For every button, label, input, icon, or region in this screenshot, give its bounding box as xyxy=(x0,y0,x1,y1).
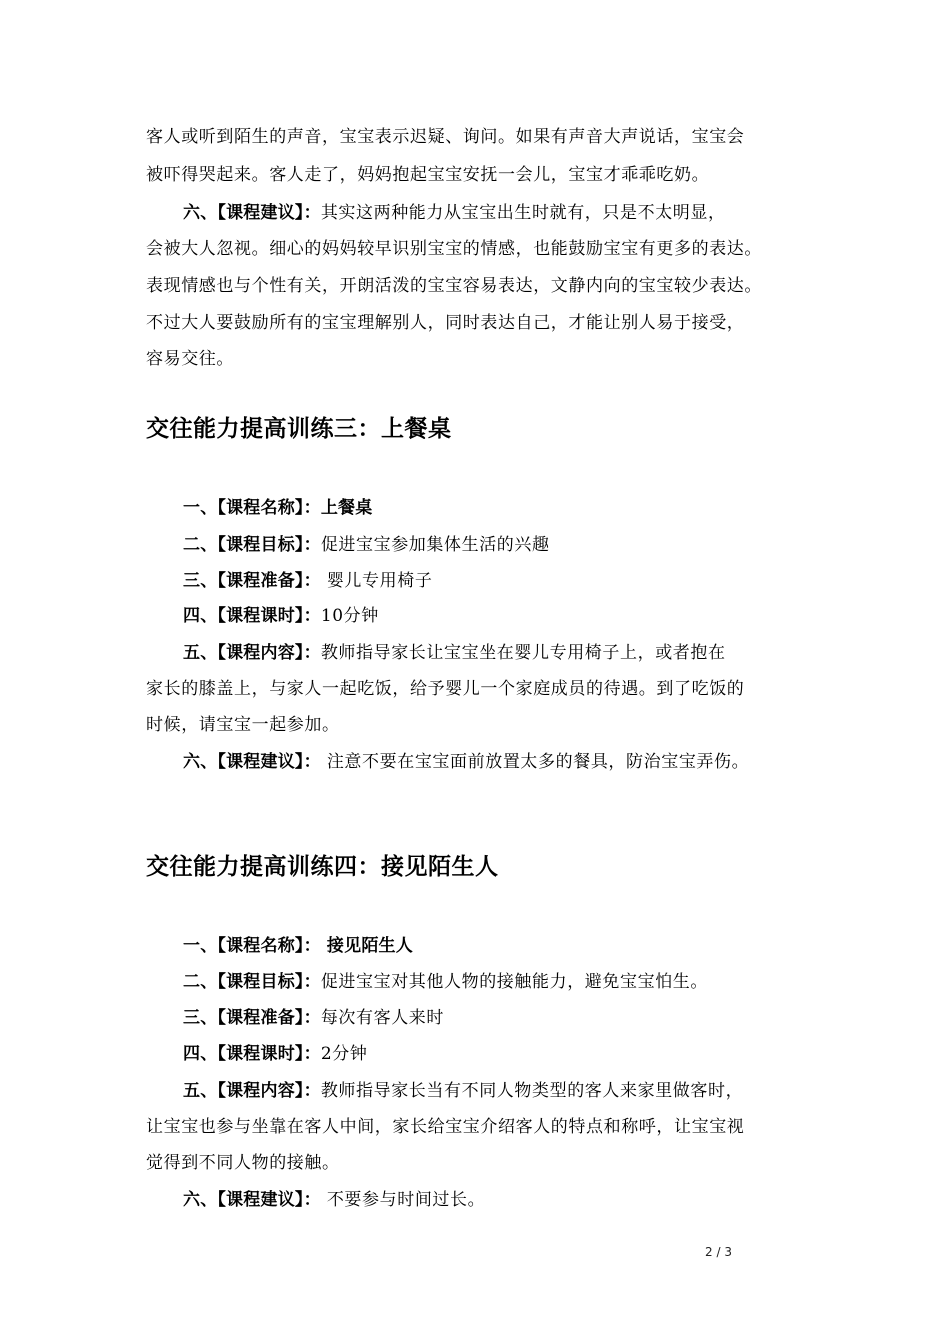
field-label: 五、【课程内容】： xyxy=(183,643,321,663)
field-label: 六、【课程建议】： xyxy=(183,1190,321,1210)
paragraph-line: 会被大人忽视。细心的妈妈较早识别宝宝的情感，也能鼓励宝宝有更多的表达。 xyxy=(146,239,762,259)
field-label: 一、【课程名称】： xyxy=(183,498,321,518)
field-label: 三、【课程准备】： xyxy=(183,1008,321,1028)
field-label: 四、【课程课时】： xyxy=(183,606,321,626)
field-label: 二、【课程目标】： xyxy=(183,535,321,555)
course-advice-row xyxy=(183,750,749,774)
advice-text: 其实这两种能力从宝宝出生时就有，只是不太明显， xyxy=(320,203,726,223)
field-label: 一、【课程名称】： xyxy=(183,936,321,956)
course-time-row xyxy=(183,1042,367,1066)
paragraph-line: 容易交往。 xyxy=(146,349,234,369)
field-value: 促进宝宝参加集体生活的兴趣 xyxy=(320,535,550,555)
course-advice-row xyxy=(183,1188,485,1212)
section-title: 交往能力提高训练三：上餐桌 xyxy=(146,416,452,442)
field-value: 教师指导家长当有不同人物类型的客人来家里做客时， xyxy=(320,1081,744,1101)
paragraph-line: 表现情感也与个性有关，开朗活泼的宝宝容易表达，文静内向的宝宝较少表达。 xyxy=(146,276,762,296)
paragraph-line: 觉得到不同人物的接触。 xyxy=(146,1153,340,1173)
field-label: 四、【课程课时】： xyxy=(183,1044,321,1064)
field-value: 每次有客人来时 xyxy=(320,1008,445,1028)
field-label: 二、【课程目标】： xyxy=(183,972,321,992)
course-goal-row xyxy=(183,970,708,994)
advice-paragraph xyxy=(183,201,726,225)
field-value: 上餐桌 xyxy=(320,498,373,518)
field-value: 促进宝宝对其他人物的接触能力，避免宝宝怕生。 xyxy=(320,972,709,992)
field-value: 注意不要在宝宝面前放置太多的餐具，防治宝宝弄伤。 xyxy=(320,752,750,772)
field-value: 不要参与时间过长。 xyxy=(320,1190,486,1210)
paragraph-line: 客人或听到陌生的声音，宝宝表示迟疑、询问。如果有声音大声说话，宝宝会 xyxy=(146,127,745,147)
field-value: 10分钟 xyxy=(320,606,379,626)
paragraph-line: 让宝宝也参与坐靠在客人中间，家长给宝宝介绍客人的特点和称呼，让宝宝视 xyxy=(146,1117,745,1137)
paragraph-line: 时候，请宝宝一起参加。 xyxy=(146,715,340,735)
page-number: 2 / 3 xyxy=(705,1245,732,1259)
section-title: 交往能力提高训练四：接见陌生人 xyxy=(146,854,499,880)
paragraph-line: 被吓得哭起来。客人走了，妈妈抱起宝宝安抚一会儿，宝宝才乖乖吃奶。 xyxy=(146,165,710,185)
course-prep-row xyxy=(183,569,432,593)
course-goal-row xyxy=(183,533,550,557)
course-time-row xyxy=(183,604,379,628)
field-label: 五、【课程内容】： xyxy=(183,1081,321,1101)
field-value: 2分钟 xyxy=(320,1044,368,1064)
course-content-row xyxy=(183,1079,743,1103)
paragraph-line: 不过大人要鼓励所有的宝宝理解别人，同时表达自己，才能让别人易于接受， xyxy=(146,313,745,333)
field-label: 六、【课程建议】： xyxy=(183,752,321,772)
course-content-row xyxy=(183,641,726,665)
advice-label: 六、【课程建议】： xyxy=(183,203,321,223)
field-value: 教师指导家长让宝宝坐在婴儿专用椅子上，或者抱在 xyxy=(320,643,726,663)
paragraph-line: 家长的膝盖上，与家人一起吃饭，给予婴儿一个家庭成员的待遇。到了吃饭的 xyxy=(146,679,745,699)
field-value: 婴儿专用椅子 xyxy=(320,571,433,591)
course-name-row xyxy=(183,496,372,520)
course-name-row xyxy=(183,934,413,958)
course-prep-row xyxy=(183,1006,444,1030)
field-label: 三、【课程准备】： xyxy=(183,571,321,591)
field-value: 接见陌生人 xyxy=(320,936,413,956)
